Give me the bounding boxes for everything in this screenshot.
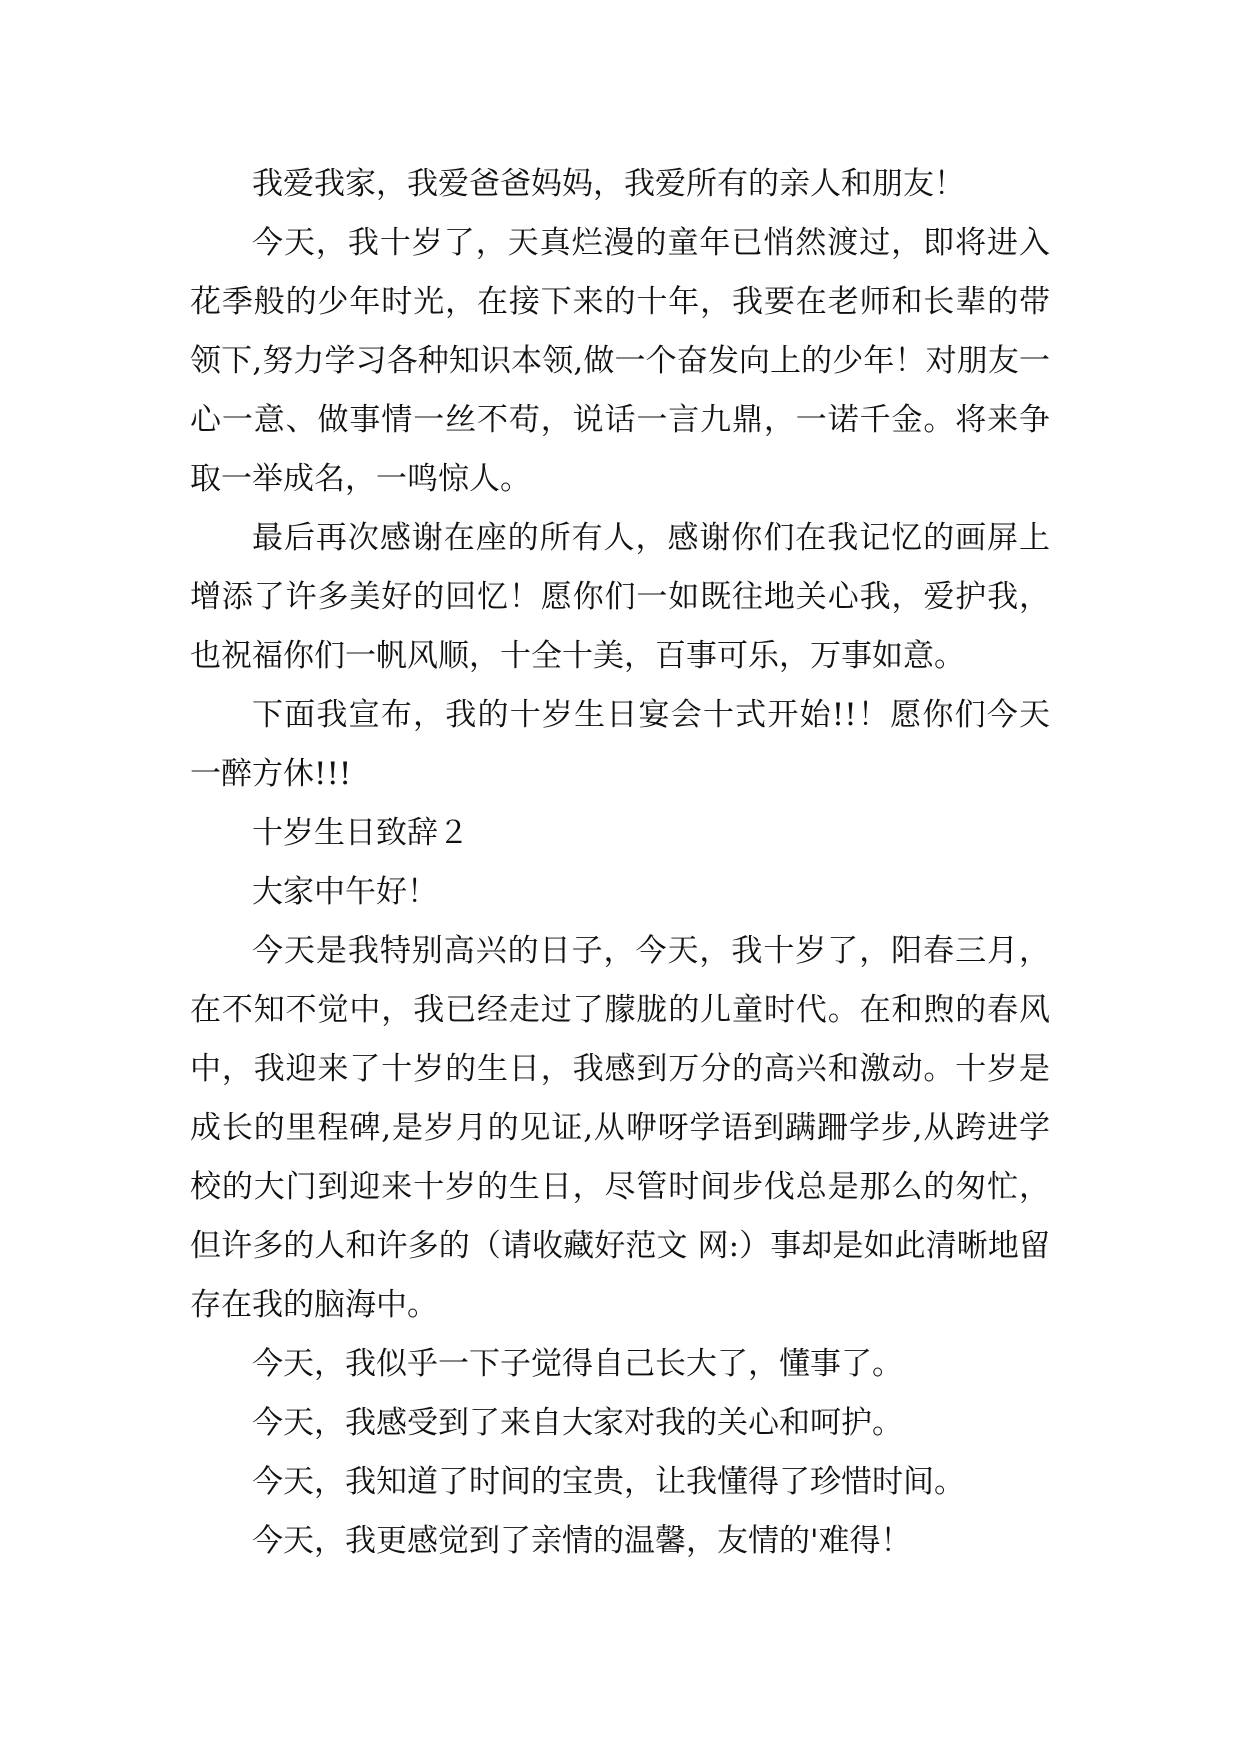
paragraph: 今天，我似乎一下子觉得自己长大了，懂事了。 <box>252 1346 903 1382</box>
paragraph: 今天，我感受到了来自大家对我的关心和呵护。 <box>252 1405 903 1441</box>
paragraph: 下面我宣布，我的十岁生日宴会十式开始!!！愿你们今天一醉方休!!! <box>190 697 1050 792</box>
paragraph: 今天，我十岁了，天真烂漫的童年已悄然渡过，即将进入花季般的少年时光，在接下来的十年，我要在老师和长辈的带领下,努力学习各种知识本领,做一个奋发向上的少年！对朋友一心一意、做事情一丝不苟，说话一言九鼎，一诺千金。将来争取一举成名，一鸣惊人。 <box>190 225 1050 497</box>
paragraph: 今天是我特别高兴的日子，今天，我十岁了，阳春三月，在不知不觉中，我已经走过了朦胧的儿童时代。在和煦的春风中，我迎来了十岁的生日，我感到万分的高兴和激动。十岁是成长的里程碑,是岁月的见证,从咿呀学语到蹒跚学步,从跨进学校的大门到迎来十岁的生日，尽管时间步伐总是那么的匆忙，但许多的人和许多的（请收藏好范文 网:）事却是如此清晰地留存在我的脑海中。 <box>190 933 1050 1323</box>
paragraph: 今天，我知道了时间的宝贵，让我懂得了珍惜时间。 <box>252 1464 965 1500</box>
document-body <box>190 155 1050 1571</box>
paragraph: 我爱我家，我爱爸爸妈妈，我爱所有的亲人和朋友！ <box>252 166 965 202</box>
paragraph: 今天，我更感觉到了亲情的温馨，友情的'难得！ <box>252 1523 912 1559</box>
greeting: 大家中午好！ <box>252 874 438 910</box>
paragraph: 最后再次感谢在座的所有人，感谢你们在我记忆的画屏上增添了许多美好的回忆！愿你们一如既往地关心我，爱护我，也祝福你们一帆风顺，十全十美，百事可乐，万事如意。 <box>190 520 1050 674</box>
section-heading: 十岁生日致辞２ <box>252 815 469 851</box>
